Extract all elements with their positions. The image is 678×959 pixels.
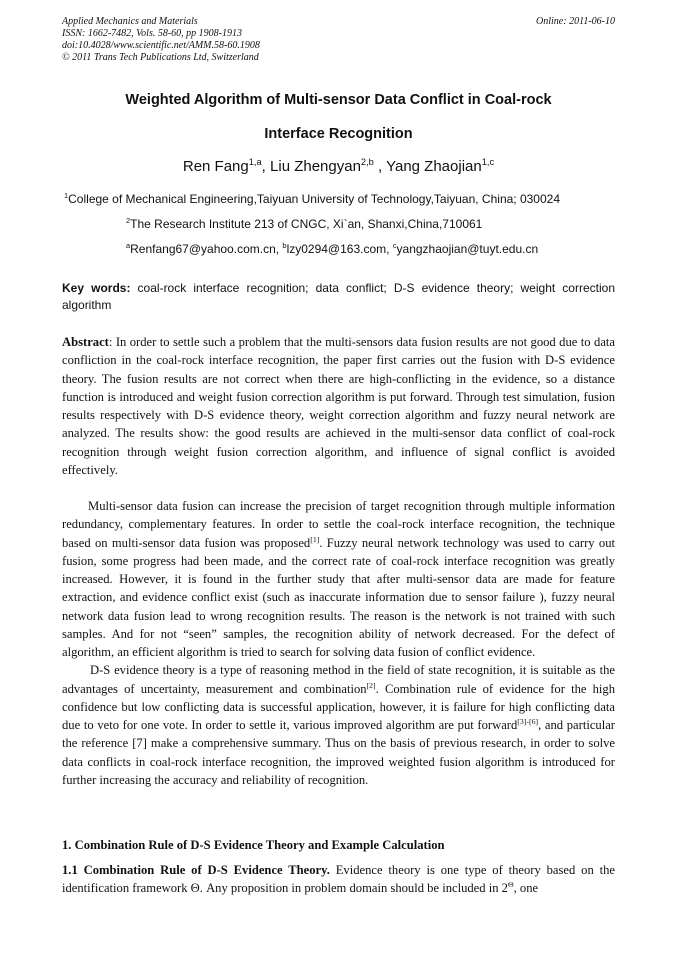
affiliation-sup: 2: [126, 216, 131, 225]
author-affiliation-sup: 1,c: [481, 157, 495, 167]
paragraph-text: Multi-sensor data fusion can increase the precision of target recognition through multiple information redundancy, complementary features. In order to settle the coal-rock interface recognition, the technique based on multi-sensor data fusion was proposed: [62, 499, 615, 550]
author-affiliation-sup: 1,a: [248, 157, 262, 167]
subsection-text: Evidence theory is one type of theory based on the identification framework Θ. Any proposition in problem domain should be included in 2: [62, 863, 615, 896]
theta-superscript: Θ: [507, 880, 514, 890]
author-affiliation-sup: 2,b: [360, 157, 374, 167]
copyright-line: © 2011 Trans Tech Publications Ltd, Switzerland: [62, 52, 259, 63]
citation: [3]-[6]: [517, 716, 539, 726]
paper-title-line-2: Interface Recognition: [264, 126, 413, 142]
author-list: Ren Fang$^{1,a}$, Liu Zhengyan$^{2,b}$ , Yang Zhaojian$^{1,c}$: [182, 157, 495, 175]
email-a: Renfang67@yahoo.com.cn,: [130, 242, 283, 256]
subsection-heading: 1.1 Combination Rule of D-S Evidence Theory.: [62, 863, 330, 877]
keywords: [62, 280, 615, 314]
online-date: Online: 2011-06-10: [536, 16, 615, 27]
affiliation-2: [126, 217, 482, 231]
subsection-text: , one: [513, 881, 539, 896]
doi-line: doi:10.4028/www.scientific.net/AMM.58-60.1908: [62, 40, 260, 51]
email-sup: c: [392, 241, 397, 250]
citation: [2]: [366, 680, 376, 690]
author-name: Ren Fang: [182, 158, 249, 175]
email-b: lzy0294@163.com,: [286, 242, 393, 256]
email-line: [126, 242, 538, 256]
affiliation-text: The Research Institute 213 of CNGC, Xi`an, Shanxi,China,710061: [130, 217, 483, 231]
section-heading: 1. Combination Rule of D-S Evidence Theory and Example Calculation: [62, 838, 445, 852]
paper-title-line-1: Weighted Algorithm of Multi-sensor Data Conflict in Coal-rock: [125, 92, 552, 108]
paragraph-text: . Combination rule of evidence for the high confidence but low conflicting data is successful application, however, it is failure for high conflicting data due to veto for one vote. In order to settle it, various improved algorithm are put forward: [62, 681, 616, 732]
abstract: [62, 333, 615, 479]
author-name: Yang Zhaojian: [386, 158, 482, 175]
body-text: [62, 497, 615, 789]
affiliation-sup: 1: [64, 191, 69, 200]
paragraph-1: [62, 497, 615, 661]
citation: [1]: [310, 534, 320, 544]
keywords-text: coal-rock interface recognition; data conflict; D-S evidence theory; weight correction algorithm: [62, 281, 615, 312]
paragraph-2: [62, 661, 615, 789]
affiliation-1: [64, 192, 560, 206]
email-sup: a: [126, 241, 131, 250]
paragraph-text: , and particular the reference [7] make a comprehensive summary. Thus on the basis of previous research, in order to solve data conflicts in coal-rock interface recognition, the improved weighted fusion algorithm is introduced for further increasing the accuracy and reliability of recognition.: [62, 718, 615, 787]
affiliation-text: College of Mechanical Engineering,Taiyuan University of Technology,Taiyuan, China; 030024: [68, 192, 560, 206]
keywords-label: Key words:: [62, 281, 131, 295]
email-sup: b: [282, 241, 287, 250]
abstract-label: Abstract: [62, 335, 109, 349]
email-c: yangzhaojian@tuyt.edu.cn: [396, 242, 539, 256]
paragraph-text: D-S evidence theory is a type of reasoning method in the field of state recognition, it is suitable as the advantages of uncertainty, measurement and combination: [62, 663, 615, 696]
journal-header: [62, 16, 615, 64]
issn-line: ISSN: 1662-7482, Vols. 58-60, pp 1908-1913: [62, 28, 242, 39]
subsection: [62, 861, 615, 898]
abstract-text: : In order to settle such a problem that the multi-sensors data fusion results are not good due to data confliction in the coal-rock interface recognition, the paper first carries out the fusion with D-S evidence theory. The fusion results are not correct when there are high-conflicting in the evidence, so a distance function is introduced and weight fusion correction algorithm is put forward. Through test simulation, fusion results respectively with D-S evidence theory, weight correction algorithm and fuzzy neural network are analyzed. The results show: the good results are achieved in the multi-sensor data conflict of coal-rock recognition through weight fusion correction algorithm, and influence of signal conflict is avoided effectively.: [62, 335, 615, 477]
paragraph-text: . Fuzzy neural network technology was used to carry out fusion, some progress had been made, and the correct rate of coal-rock interface recognition was greatly increased. However, it is found in the further study that after multi-sensor data are made for feature extraction, and evidence conflict exist (such as inaccurate information due to sensor failure ), fuzzy neural network data fusion lead to wrong recognition results. The reason is the network is not trained with such samples. And for not “seen” samples, the recognition ability of network decreased. For the defect of algorithm, an efficient algorithm is tried to search for solving data fusion of conflict evidence.: [62, 535, 615, 659]
author-name: Liu Zhengyan: [270, 158, 361, 175]
journal-name: Applied Mechanics and Materials: [62, 16, 198, 27]
